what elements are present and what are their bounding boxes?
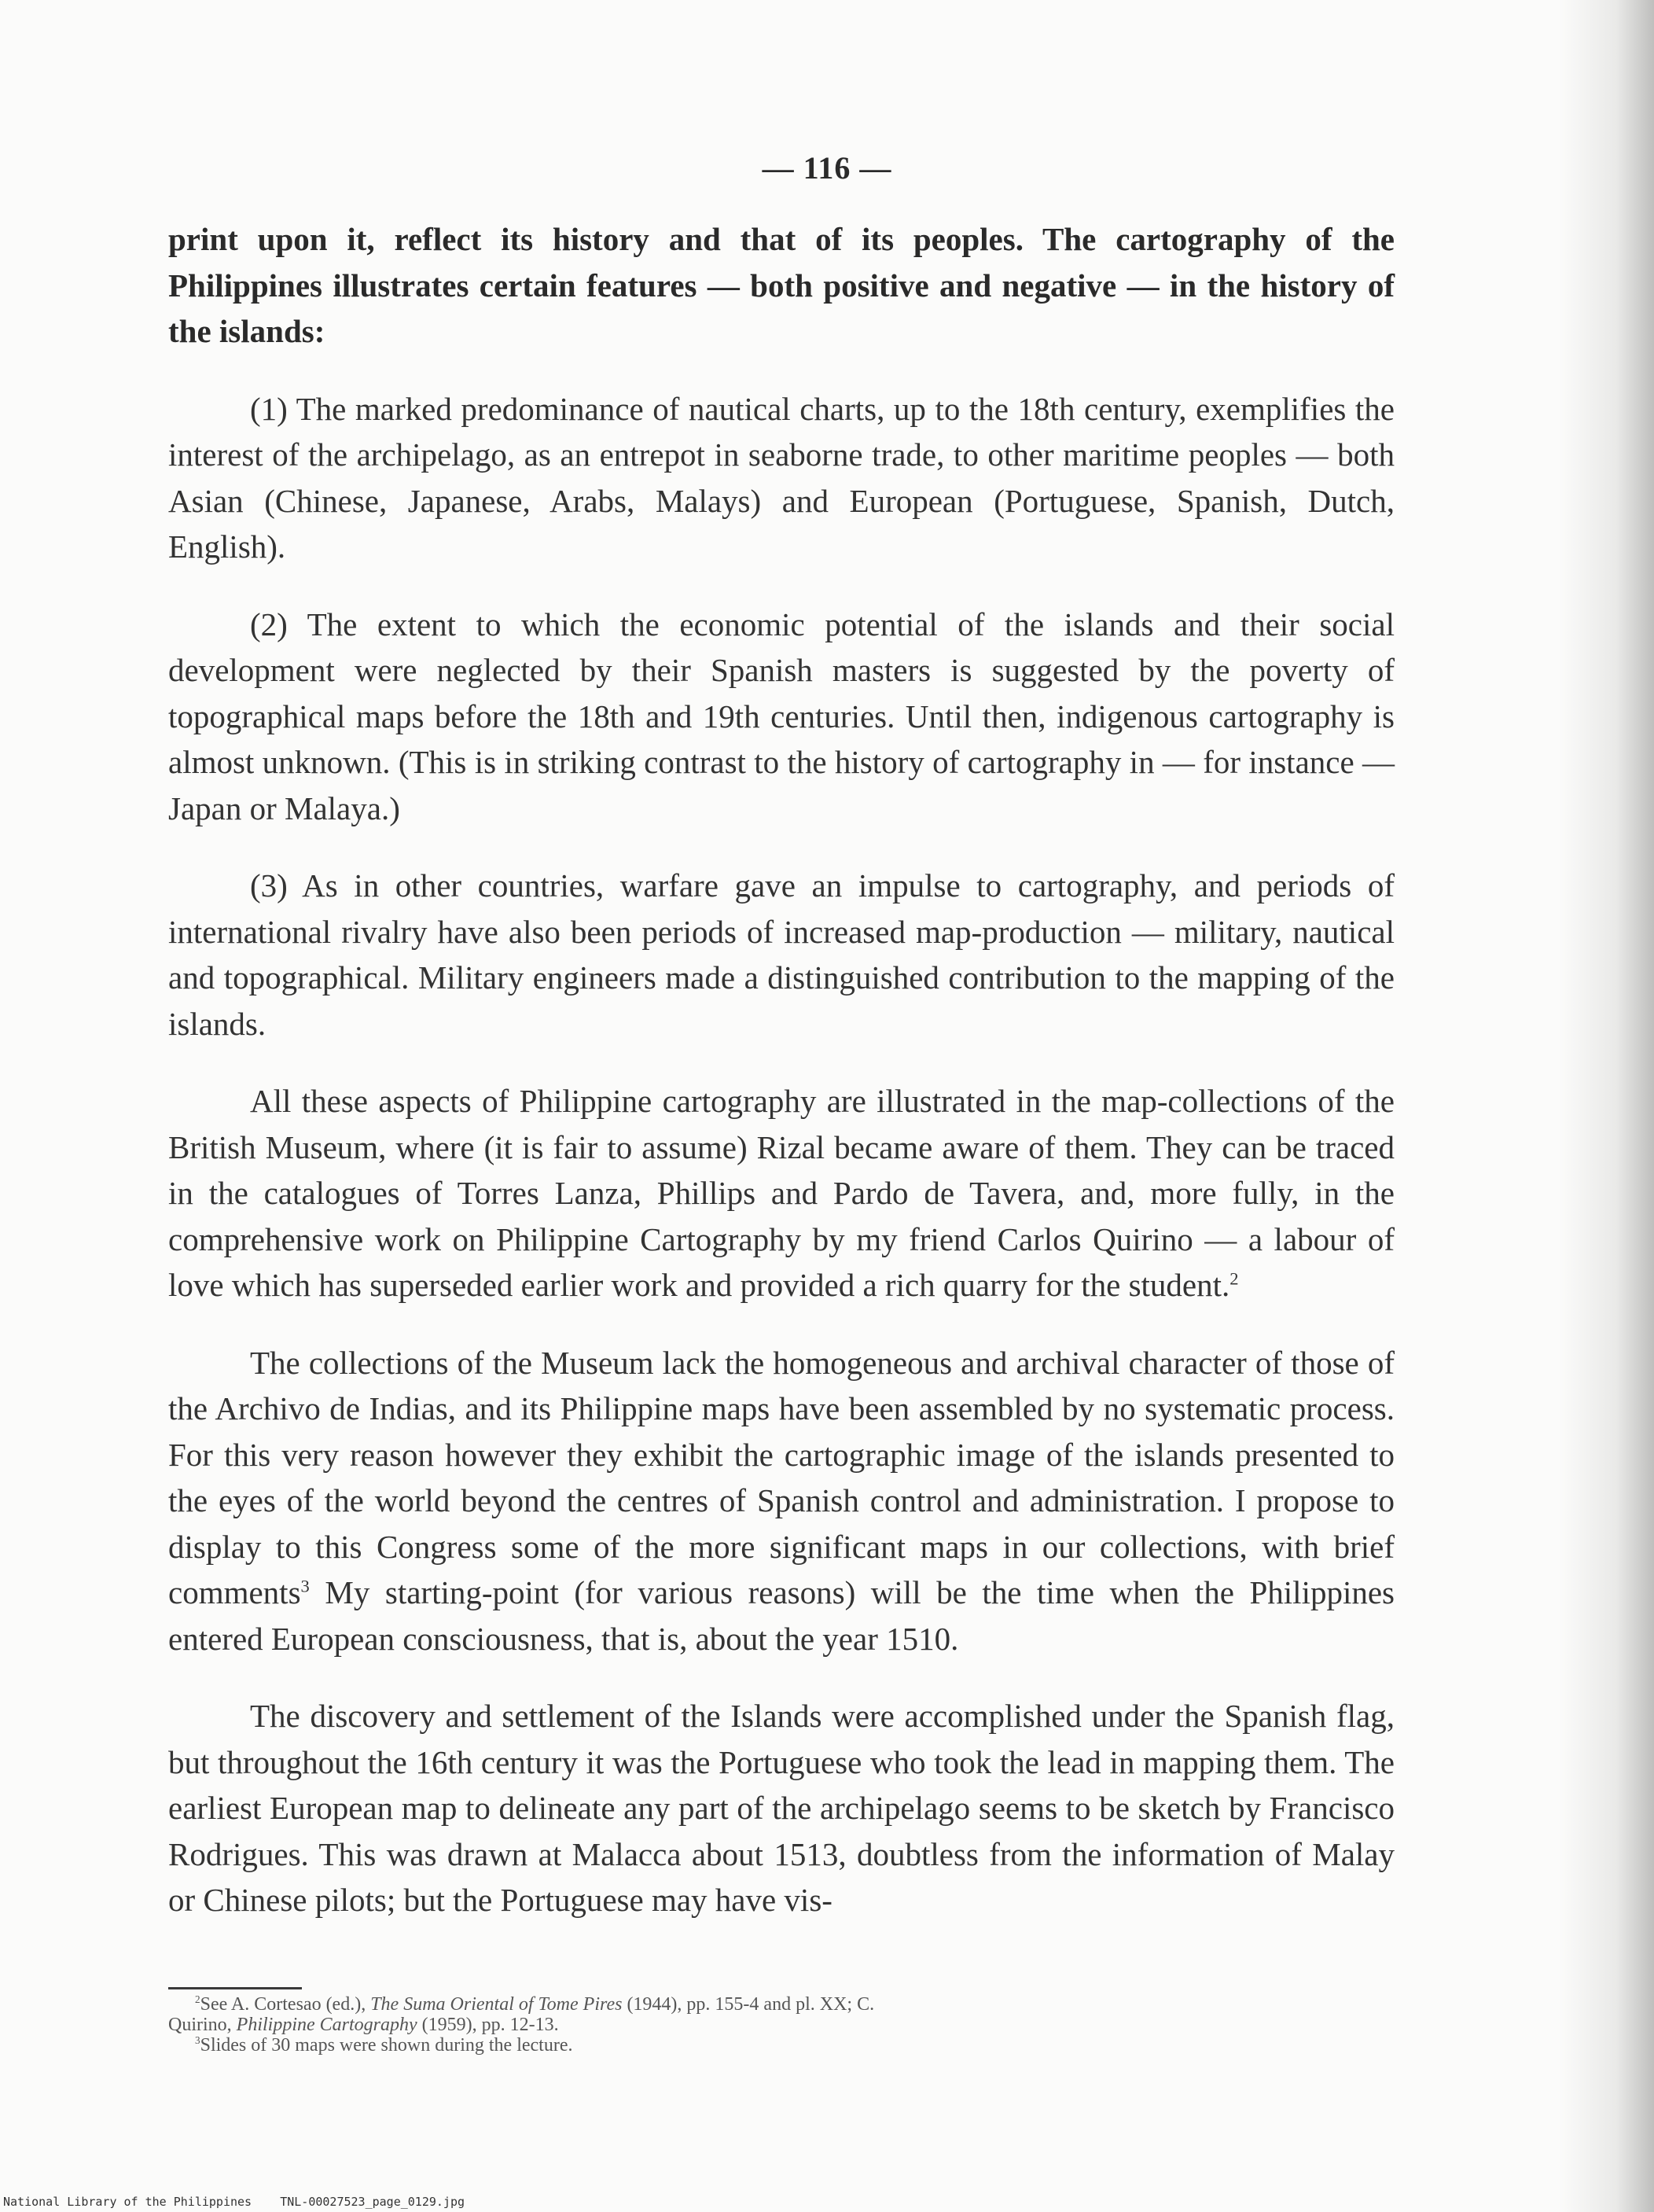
footnote-3 [168,2035,1395,2056]
footnote-2-continued [168,2015,1395,2035]
paragraph-point-1: (1) The marked predominance of nautical charts, up to the 18th century, exemplifies the interest of the archipelago, as an entrepot in seaborne trade, to other maritime peoples — both Asian (Chinese, Japanese, Arabs, Malays) and European (Portuguese, Spanish, Dutch, English). [168,390,1395,565]
paragraph-opening: print upon it, reflect its history and that of its peoples. The cartography of the Philippines illustrates certain features — both positive and negative — in the history of the islands: [168,221,1395,349]
paragraph-discovery: The discovery and settlement of the Islands were accomplished under the Spanish flag, but throughout the 16th century it was the Portuguese who took the lead in mapping them. The earliest European map to delineate any part of the archipelago seems to be sketch by Francisco Rodrigues. This was drawn at Malacca about 1513, doubtless from the information of Malay or Chinese pilots; but the Portuguese may have vis- [168,1698,1395,1918]
paragraph-map-collections [168,1078,1395,1308]
page-number: — 116 — [762,150,892,186]
body-text [168,216,1395,1955]
footnote-2-text-a: See A. Cortesao (ed.), [200,1994,371,2015]
paragraph-map-collections-text: All these aspects of Philippine cartography are illustrated in the map-collections of the British Museum, where (it is fair to assume) Rizal became aware of them. They can be traced in the catalogues of Torres Lanza, Phillips and Pardo de Tavera, and, more fully, in the comprehensive work on Philippine Cartography by my friend Carlos Quirino — a labour of love which has superseded earlier work and provided a rich quarry for the student. [168,1083,1395,1303]
scan-caption: National Library of the Philippines TNL-00027523_page_0129.jpg [3,2195,465,2209]
footnote-2-text-d: (1959), pp. 12-13. [417,2015,559,2035]
footnote-2-mark: 2 [195,1993,200,2005]
paragraph-point-2: (2) The extent to which the economic potential of the islands and their social development were neglected by their Spanish masters is suggested by the poverty of topographical maps before the 18th and 19th centuries. Until then, indigenous cartography is almost unknown. (This is in striking contrast to the history of cartography in — for instance — Japan or Malaya.) [168,605,1395,826]
footnote-divider [168,1987,302,1989]
footnote-2-title-1: The Suma Oriental of Tome Pires [370,1994,623,2015]
page-edge-shadow [1560,0,1654,2212]
footnote-ref-3[interactable]: 3 [300,1576,310,1596]
paragraph-museum-collections-text-b: My starting-point (for various reasons) will be the time when the Philippines entered European consciousness, that is, about the year 1510. [168,1574,1395,1657]
footnote-3-mark: 3 [195,2034,200,2046]
footnote-3-text: Slides of 30 maps were shown during the lecture. [200,2035,573,2056]
footnotes [168,1994,1395,2056]
footnote-ref-2[interactable]: 2 [1229,1268,1239,1289]
footnote-2 [168,1994,1395,2015]
footnote-2-text-b: (1944), pp. 155-4 and pl. XX; C. [622,1994,875,2015]
footnote-2-text-c: Quirino, [168,2015,237,2035]
paragraph-museum-collections [168,1340,1395,1662]
paragraph-point-3: (3) As in other countries, warfare gave an impulse to cartography, and periods of international rivalry have also been periods of increased map-production — military, nautical and topographical. Military engineers made a distinguished contribution to the mapping of the islands. [168,867,1395,1042]
paragraph-museum-collections-text-a: The collections of the Museum lack the homogeneous and archival character of those of the Archivo de Indias, and its Philippine maps have been assembled by no systematic process. For this very reason however they exhibit the cartographic image of the islands presented to the eyes of the world beyond the centres of Spanish control and administration. I propose to display to this Congress some of the more significant maps in our collections, with brief comments [168,1344,1395,1610]
footnote-2-title-2: Philippine Cartography [236,2015,417,2035]
